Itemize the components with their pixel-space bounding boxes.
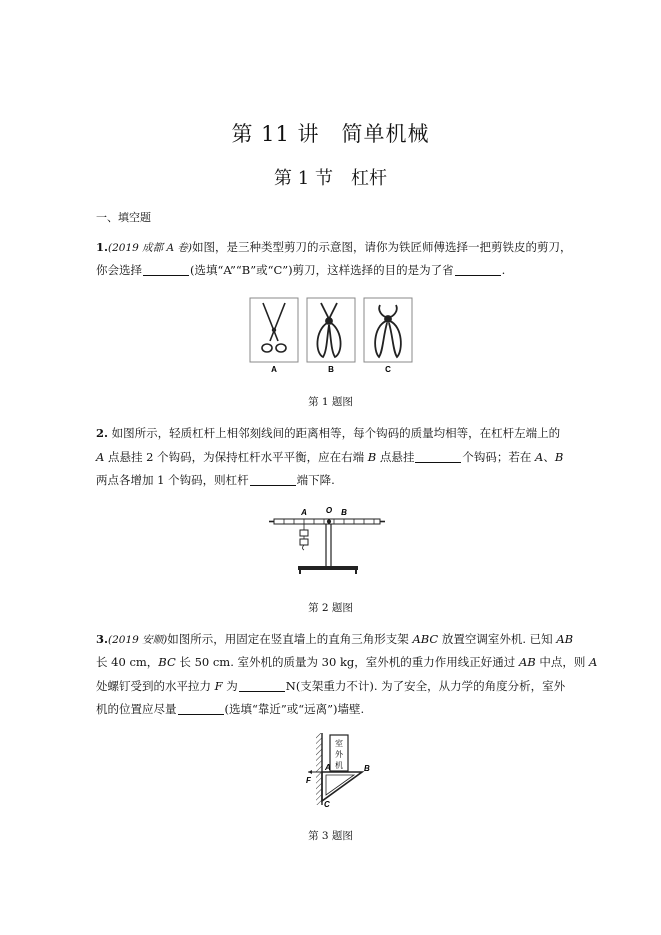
q1-blank-1[interactable] [143, 263, 189, 276]
q3-text-10: (选填“靠近”或“远离”)墙壁. [224, 702, 365, 716]
q3-text-4: 长 50 cm. 室外机的质量为 30 kg，室外机的重力作用线正好通过 [175, 655, 519, 669]
q2-lever-figure [268, 504, 388, 578]
q2-line-1 [96, 425, 560, 441]
scissors-a-icon [262, 303, 286, 352]
q3-source: (2019 安顺) [108, 634, 168, 646]
q2-text-7: 端下降. [296, 473, 335, 487]
q3-abc: ABC [412, 632, 439, 646]
section-subtitle: 第 1 节 杠杆 [274, 168, 387, 189]
q2-text-3: 点悬挂 [376, 450, 415, 464]
q1-line-2 [96, 262, 505, 278]
section-heading: 一、填空题 [96, 211, 151, 224]
q2-point-a2: A [535, 450, 544, 464]
q2-blank-2[interactable] [250, 473, 296, 486]
q3-text-7: 为 [222, 679, 238, 693]
q3-bracket-figure [300, 731, 372, 809]
q3-label-b: B [364, 764, 370, 773]
q1-frame-c [364, 298, 412, 362]
q1-text-2: 你会选择 [96, 263, 142, 277]
q3-text-8: N(支架重力不计). 为了安全，从力学的角度分析，室外 [285, 679, 566, 693]
q3-f: F [214, 679, 223, 693]
q3-text-9: 机的位置应尽量 [96, 702, 177, 716]
q1-label-b: B [328, 365, 334, 374]
page-title: 第 11 讲 简单机械 [231, 122, 430, 146]
q3-ab-2: AB [518, 655, 536, 669]
q3-label-a: A [325, 763, 331, 772]
q3-blank-1[interactable] [239, 679, 285, 692]
lever-apparatus [269, 519, 385, 574]
q2-point-b: B [367, 450, 377, 464]
q3-text-2: 放置空调室外机. 已知 [438, 632, 557, 646]
q3-line-1 [96, 631, 573, 648]
q2-caption: 第 2 题图 [308, 602, 353, 614]
q3-label-f: F [306, 776, 311, 785]
q2-text-5: 、 [543, 450, 555, 464]
q3-text-5: 中点，则 [535, 655, 590, 669]
q1-number: 1. [96, 240, 109, 254]
q3-bc: BC [158, 655, 176, 669]
q2-text-6: 两点各增加 1 个钩码，则杠杆 [96, 473, 249, 487]
q1-source: (2019 成都 A 卷) [108, 242, 193, 254]
q3-line-3 [96, 678, 565, 694]
q2-blank-1[interactable] [415, 450, 461, 463]
q1-line-1 [96, 239, 572, 256]
q2-label-b: B [341, 508, 347, 517]
scissors-b-icon [317, 303, 340, 357]
q1-blank-2[interactable] [455, 263, 501, 276]
q3-a: A [589, 655, 598, 669]
q1-label-c: C [385, 365, 391, 374]
q2-line-3 [96, 472, 335, 488]
q3-text-1: 如图所示，用固定在竖直墙上的直角三角形支架 [167, 632, 413, 646]
q2-point-a: A [96, 450, 105, 464]
q2-number: 2. [96, 426, 109, 440]
q3-caption: 第 3 题图 [308, 830, 353, 842]
q2-label-o: O [325, 506, 333, 515]
q1-label-a: A [271, 365, 277, 374]
q1-text-4: . [501, 263, 506, 277]
q2-text-2: 点悬挂 2 个钩码，为保持杠杆水平平衡，应在右端 [104, 450, 368, 464]
q2-label-a: A [301, 508, 307, 517]
q3-blank-2[interactable] [178, 702, 224, 715]
q3-text-6: 处螺钉受到的水平拉力 [96, 679, 215, 693]
q3-number: 3. [96, 632, 109, 646]
q3-line-4 [96, 701, 364, 717]
q3-text-3: 长 40 cm， [96, 655, 159, 669]
q3-unit-char-3: 机 [335, 761, 343, 770]
q2-point-b2: B [554, 450, 564, 464]
scissors-c-icon [375, 305, 401, 357]
q2-text-4: 个钩码；若在 [462, 450, 536, 464]
q3-label-c: C [324, 800, 330, 809]
q1-frame-b [307, 298, 355, 362]
q3-line-2 [96, 654, 597, 670]
q3-unit-char-1: 室 [335, 739, 343, 748]
q1-scissors-figure [249, 297, 413, 375]
q2-line-2 [96, 449, 563, 465]
q1-caption: 第 1 题图 [308, 396, 353, 408]
q1-text-1: 如图，是三种类型剪刀的示意图，请你为铁匠师傅选择一把剪铁皮的剪刀， [192, 240, 572, 254]
q1-text-3: (选填“A”“B”或“C”)剪刀，这样选择的目的是为了省 [190, 263, 454, 277]
q3-ab-1: AB [556, 632, 574, 646]
q3-unit-char-2: 外 [335, 750, 343, 759]
q2-text-1: 如图所示，轻质杠杆上相邻刻线间的距离相等，每个钩码的质量均相等，在杠杆左端上的 [108, 426, 561, 440]
